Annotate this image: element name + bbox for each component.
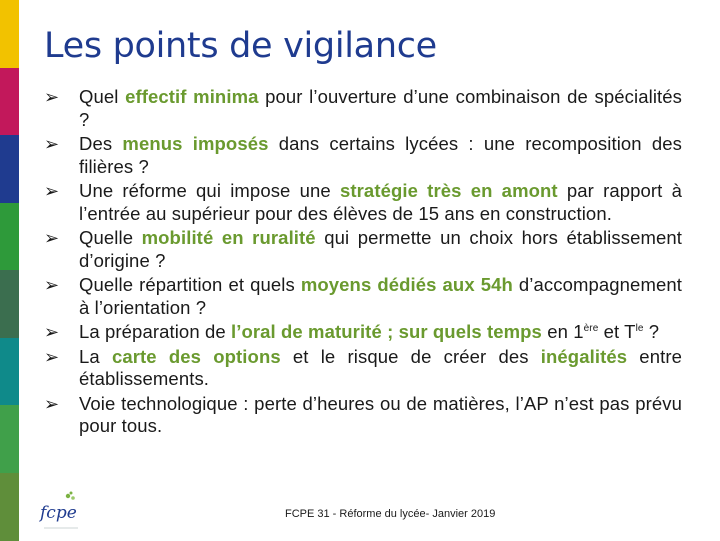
bullet-text: par rapport à l’entrée au supérieur pour des élèves de 15 ans en construction. — [79, 180, 682, 224]
highlighted-text: carte des options — [111, 345, 281, 367]
bullet-text: en 1 — [541, 321, 584, 342]
bullet-item — [44, 86, 682, 131]
bullet-text: Des — [79, 133, 123, 154]
bullet-text: et T — [598, 321, 636, 342]
arrow-bullet-icon: ➢ — [44, 275, 60, 295]
bullet-text: et le risque de créer des — [280, 345, 541, 367]
arrow-bullet-icon: ➢ — [44, 346, 60, 367]
arrow-bullet-icon: ➢ — [44, 393, 60, 414]
bullet-text: Quelle — [79, 227, 142, 248]
bullet-text: Quel — [79, 86, 126, 107]
bullet-text: La préparation de — [79, 321, 231, 342]
bullet-text: ? — [643, 321, 660, 342]
stripe-segment — [0, 338, 19, 406]
bullet-text: qui permette un choix hors établissement d’origine ? — [79, 227, 682, 271]
bullet-text: Une réforme qui impose une — [79, 180, 340, 201]
slide-title: Les points de vigilance — [44, 26, 437, 66]
highlighted-text: inégalités — [540, 345, 628, 367]
highlighted-text: moyens dédiés aux 54h — [300, 274, 513, 295]
arrow-bullet-icon: ➢ — [44, 134, 60, 154]
bullet-item — [44, 133, 682, 178]
stripe-segment — [0, 68, 19, 136]
bullet-item — [44, 180, 682, 225]
stripe-segment — [0, 405, 19, 473]
highlighted-text: mobilité en ruralité — [141, 227, 316, 248]
superscript-text: le — [635, 322, 644, 334]
bullet-list — [44, 86, 682, 440]
highlighted-text: stratégie très en amont — [339, 180, 558, 201]
arrow-bullet-icon: ➢ — [44, 181, 60, 201]
stripe-segment — [0, 270, 19, 338]
footer-text: FCPE 31 - Réforme du lycée- Janvier 2019 — [285, 508, 496, 520]
bullet-text: pour l’ouverture d’une combinaison de spécialités ? — [79, 86, 683, 130]
arrow-bullet-icon: ➢ — [44, 322, 60, 342]
bullet-item — [44, 274, 682, 319]
stripe-segment — [0, 0, 19, 68]
stripe-segment — [0, 203, 19, 271]
stripe-segment — [0, 473, 19, 541]
bullet-text: Quelle répartition et quels — [79, 274, 301, 295]
bullet-text: d’accompagnement à l’orientation ? — [79, 274, 682, 318]
bullet-item — [44, 393, 682, 438]
bullet-text: La — [79, 345, 112, 367]
logo-text: fcpe — [40, 503, 77, 523]
bullet-text: entre établissements. — [79, 345, 682, 389]
bullet-text: Voie technologique : perte d’heures ou de matières, l’AP n’est pas prévu pour tous. — [79, 392, 682, 436]
stripe-segment — [0, 135, 19, 203]
bullet-item — [44, 227, 682, 272]
arrow-bullet-icon: ➢ — [44, 228, 60, 248]
bullet-item — [44, 346, 682, 391]
bullet-item — [44, 321, 682, 344]
highlighted-text: effectif minima — [125, 86, 259, 107]
highlighted-text: menus imposés — [122, 133, 269, 154]
arrow-bullet-icon: ➢ — [44, 87, 60, 107]
superscript-text: ère — [583, 322, 599, 334]
bullet-text: dans certains lycées : une recomposition des filières ? — [79, 133, 683, 177]
highlighted-text: l’oral de maturité ; sur quels temps — [230, 321, 542, 342]
fcpe-logo — [38, 490, 82, 534]
